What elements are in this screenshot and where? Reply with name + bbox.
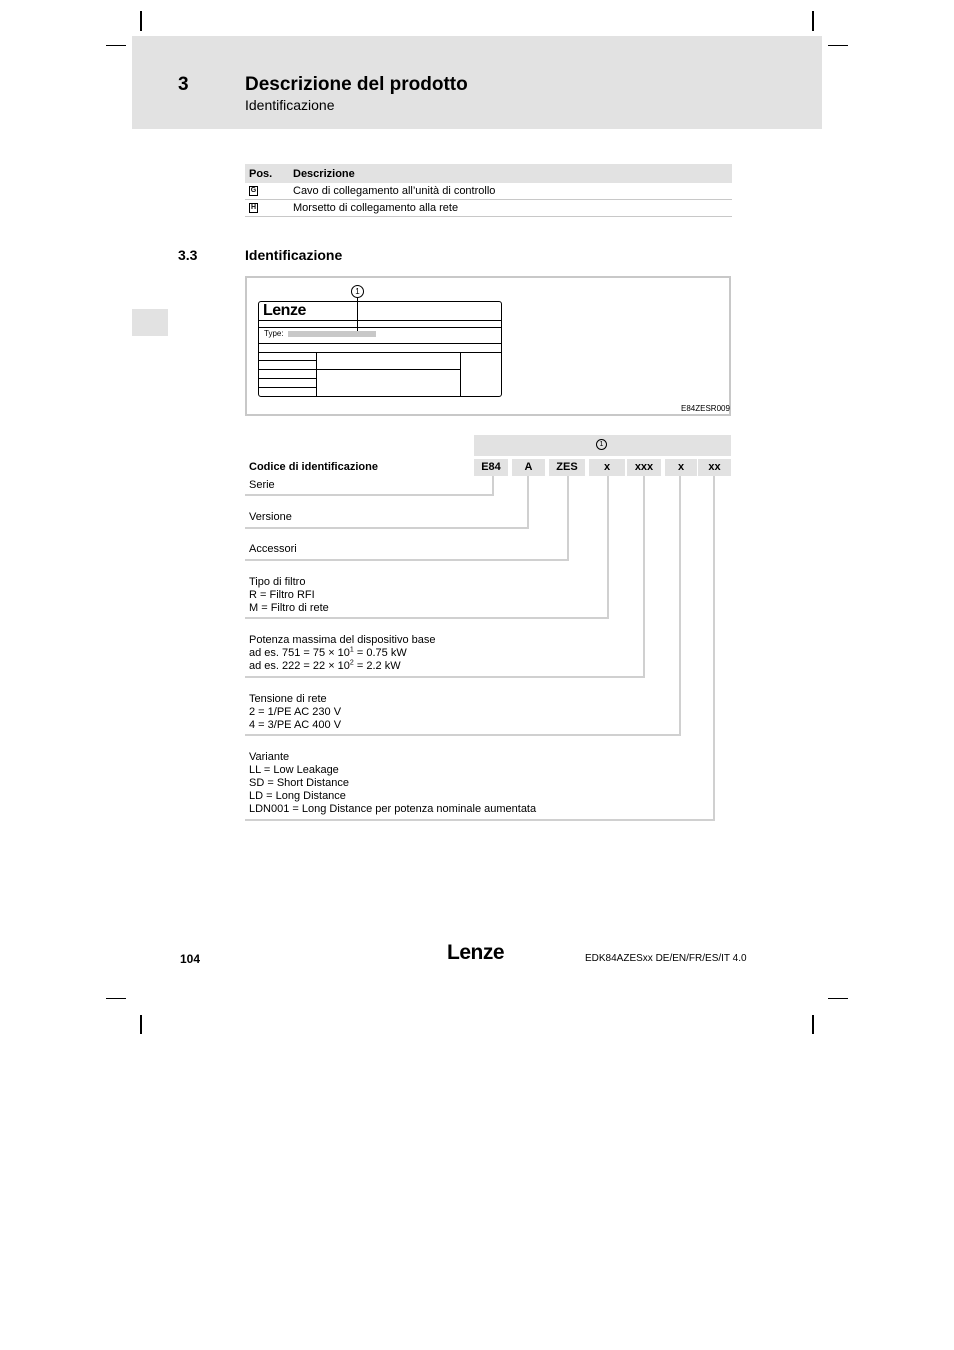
desc-line: M = Filtro di rete [249, 602, 329, 614]
desc-power [249, 634, 435, 673]
code-cell-power: xxx [627, 459, 661, 476]
connector [245, 676, 645, 678]
plate-line [316, 352, 317, 397]
desc-line: LL = Low Leakage [249, 764, 339, 776]
plate-line [258, 327, 502, 328]
desc-line: Potenza massima del dispositivo base [249, 634, 436, 646]
code-cell-filter: x [589, 459, 625, 476]
desc-line: SD = Short Distance [249, 777, 349, 789]
connector [527, 476, 529, 529]
plate-line [258, 360, 316, 361]
type-field [288, 331, 376, 337]
plate-line [258, 369, 460, 370]
row-description: Cavo di collegamento all’unità di controllo [289, 183, 732, 200]
crop-mark [106, 998, 126, 999]
col-header-desc: Descrizione [289, 164, 732, 183]
marker-1-icon: 1 [596, 439, 607, 450]
figure-code: E84ZESR009 [681, 404, 730, 413]
col-header-pos: Pos. [245, 164, 289, 183]
desc-line: Tensione di rete [249, 693, 327, 705]
crop-mark [828, 998, 848, 999]
plate-line [258, 387, 316, 388]
desc-line: R = Filtro RFI [249, 589, 315, 601]
desc-line: Accessori [249, 543, 297, 555]
plate-line [258, 378, 316, 379]
table-row [245, 200, 732, 217]
desc-voltage [249, 693, 341, 732]
code-label: Codice di identificazione [249, 461, 378, 473]
connector [607, 476, 609, 619]
code-cell-variant: xx [698, 459, 731, 476]
section-number: 3.3 [178, 247, 198, 263]
connector [245, 494, 494, 496]
desc-line: Tipo di filtro [249, 576, 306, 588]
code-cell-version: A [512, 459, 545, 476]
connector [245, 527, 529, 529]
connector [245, 559, 569, 561]
desc-filter [249, 576, 329, 615]
plate-line [258, 320, 502, 321]
connector [245, 734, 681, 736]
connector [643, 476, 645, 678]
footer-logo: Lenze [447, 941, 505, 964]
connector [713, 476, 715, 821]
desc-line: 4 = 3/PE AC 400 V [249, 719, 342, 731]
legend-table [245, 164, 732, 217]
table-row [245, 183, 732, 200]
connector [245, 617, 609, 619]
desc-versione [249, 511, 292, 524]
desc-line: LDN001 = Long Distance per potenza nominale aumentata [249, 803, 537, 815]
code-cell-accessories: ZES [549, 459, 585, 476]
connector [245, 819, 715, 821]
crop-mark [140, 11, 142, 31]
key-h-icon: H [250, 204, 257, 212]
plate-line [460, 352, 461, 397]
chapter-number: 3 [178, 74, 189, 95]
desc-line: 2 = 1/PE AC 230 V [249, 706, 342, 718]
desc-line: Serie [249, 479, 275, 491]
connector [567, 476, 569, 561]
code-cell-series: E84 [474, 459, 508, 476]
chapter-title: Descrizione del prodotto [245, 74, 468, 95]
nameplate-logo: Lenze [263, 302, 306, 319]
plate-line [258, 343, 502, 344]
chapter-header [132, 36, 822, 129]
section-title: Identificazione [245, 247, 343, 263]
doc-code: EDK84AZESxx DE/EN/FR/ES/IT 4.0 [585, 953, 747, 964]
side-tab [132, 309, 168, 336]
connector [492, 476, 494, 496]
desc-serie [249, 479, 275, 492]
key-g-icon: G [250, 187, 257, 195]
chapter-subtitle: Identificazione [245, 97, 335, 113]
crop-mark [812, 11, 814, 31]
code-cell-voltage: x [665, 459, 697, 476]
desc-line: LD = Long Distance [249, 790, 346, 802]
marker-1-icon: 1 [351, 285, 364, 298]
desc-line: ad es. $751 = 75 \times 10^1 = 0.75$ kW [249, 646, 407, 659]
plate-line [258, 352, 502, 353]
desc-accessori [249, 543, 297, 556]
connector [679, 476, 681, 736]
desc-line: Variante [249, 751, 290, 763]
crop-mark [140, 1015, 142, 1034]
type-label: Type: [264, 329, 284, 338]
crop-mark [812, 1015, 814, 1034]
crop-mark [828, 45, 848, 46]
row-description: Morsetto di collegamento alla rete [289, 200, 732, 217]
page-number: 104 [180, 952, 201, 966]
desc-line: ad es. $222 = 22 \times 10^2 = 2.2$ kW [249, 659, 401, 672]
crop-mark [106, 45, 126, 46]
desc-variant [249, 751, 536, 816]
desc-line: Versione [249, 511, 292, 523]
